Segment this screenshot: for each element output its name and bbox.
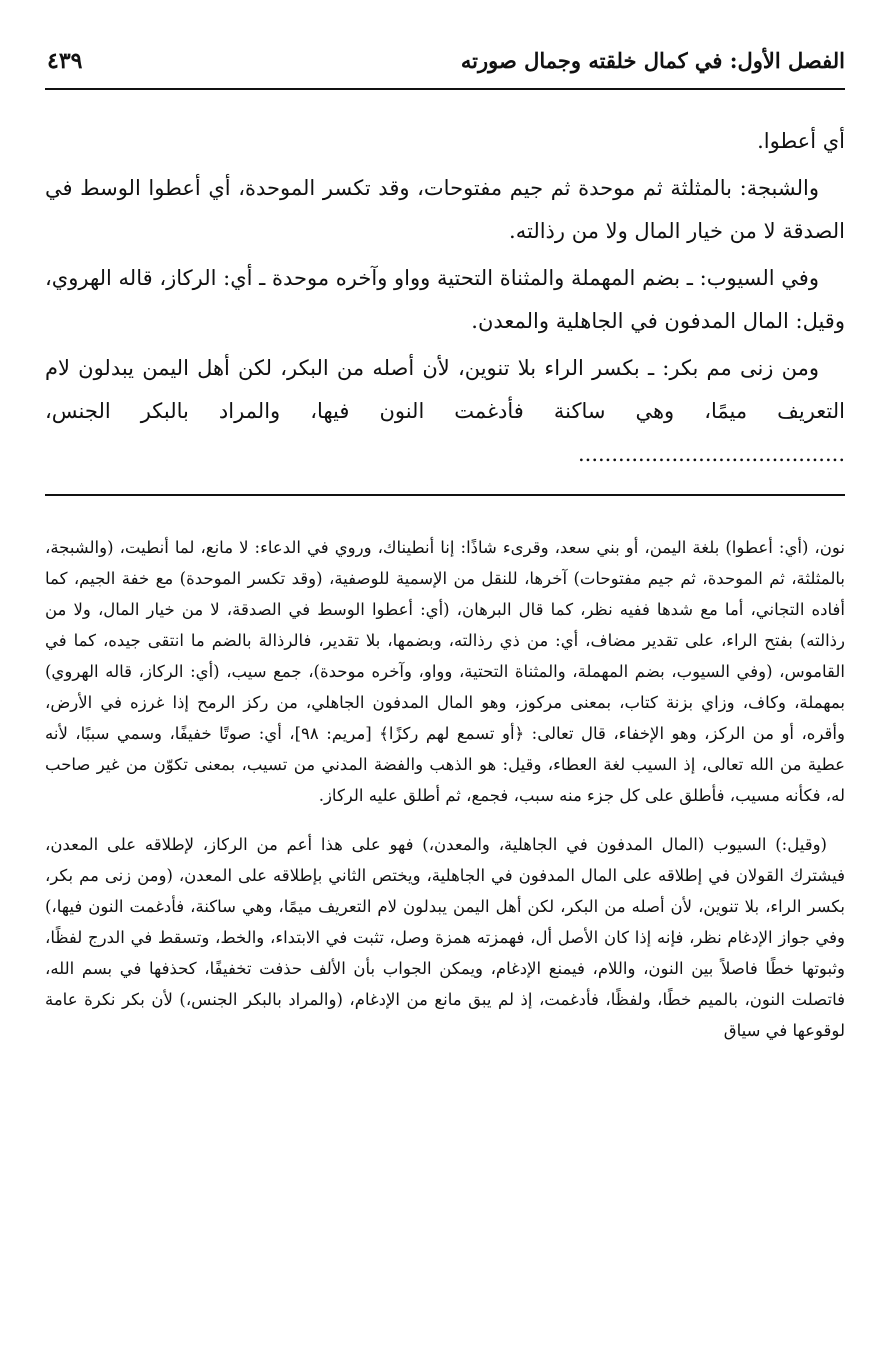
book-page (45, 40, 845, 1046)
running-header (45, 40, 845, 90)
main-text (45, 120, 845, 476)
main-paragraph: وفي السيوب: ـ بضم المهملة والمثناة التحتية وواو وآخره موحدة ـ أي: الركاز، قاله الهروي، وقيل: المال المدفون في الجاهلية والمعدن. (45, 266, 845, 333)
commentary (45, 532, 845, 1046)
commentary-paragraph: (وقيل:) السيوب (المال المدفون في الجاهلية، والمعدن،) فهو على هذا أعم من الركاز، لإطلاقه على المعدن، فيشترك القولان في إطلاقه على المال المدفون في الجاهلية، ويختص الثاني بإطلاقه على المعدن، (ومن زنى مم بكر، بكسر الراء، بلا تنوين، لأن أصله من البكر، لكن أهل اليمن يبدلون لام التعريف ميمًا، وهي ساكنة، فأدغمت النون فيها،) وفي جواز الإدغام نظر، فإنه إذا كان الأصل أل، فهمزته همزة وصل، تثبت في الابتداء، والخط، وتسقط في الدرج لفظًا، وثبوتها خطًا فاصلاً بين النون، واللام، فيمنع الإدغام، ويمكن الجواب بأن الألف حذفت تخفيفًا، كحذفها في بسم الله، فاتصلت النون، بالميم خطًا، ولفظًا، فأدغمت، إذ لم يبق مانع من الإدغام، (والمراد بالبكر الجنس،) لأن بكر نكرة عامة لوقوعها في سياق (45, 835, 845, 1040)
main-paragraph: أي أعطوا. (757, 129, 845, 153)
page-number: ٤٣٩ (47, 48, 83, 74)
main-paragraph: والشبجة: بالمثلثة ثم موحدة ثم جيم مفتوحات، وقد تكسر الموحدة، أي أعطوا الوسط في الصدقة لا من خيار المال ولا من رذالته. (45, 176, 845, 243)
footnote-divider (45, 494, 845, 496)
chapter-title: الفصل الأول: في كمال خلقته وجمال صورته (460, 48, 845, 73)
commentary-paragraph: نون، (أي: أعطوا) بلغة اليمن، أو بني سعد، وقرىء شاذًا: إنا أنطيناك، وروي في الدعاء: لا مانع، لما أنطيت، (والشبجة، بالمثلثة، ثم الموحدة، ثم جيم مفتوحات) آخرها، للنقل من الإسمية للوصفية، (وقد تكسر الموحدة) مع خفة الجيم، كما أفاده التجاني، أما مع شدها ففيه نظر، كما قال البرهان، (أي: أعطوا الوسط في الصدقة، لا من خيار المال، ولا من رذالته) بفتح الراء، على تقدير مضاف، أي: من ذي رذالته، وبضمها، بلا تقدير، فالرذالة بالضم ما انتقى جيده، كما في القاموس، (وفي السيوب، بضم المهملة، والمثناة التحتية، وواو، وآخره موحدة)، جمع سيب، (أي: الركاز، قاله الهروي) بمهملة، وكاف، وزاي بزنة كتاب، بمعنى مركوز، وهو المال المدفون الجاهلي، من ركز الرمح إذا غرزه في الأرض، وأقره، أو من الركز، وهو الإخفاء، قال تعالى: ﴿أو تسمع لهم ركزًا﴾ [مريم: ٩٨]، أي: صوتًا خفيفًا، وسمي سببًا، لأنه عطية من الله تعالى، إذ السيب لغة العطاء، وقيل: هو الذهب والفضة المدني من تسيب، بمعنى تكوّن من غير صاحب له، فكأنه مسيب، فأطلق على كل جزء منه سبب، فجمع، ثم أطلق عليه الركاز. (45, 538, 845, 805)
main-paragraph: ومن زنى مم بكر: ـ بكسر الراء بلا تنوين، لأن أصله من البكر، لكن أهل اليمن يبدلون لام التعريف ميمًا، وهي ساكنة فأدغمت النون فيها، والمراد بالبكر الجنس، ........................................ (45, 356, 845, 466)
